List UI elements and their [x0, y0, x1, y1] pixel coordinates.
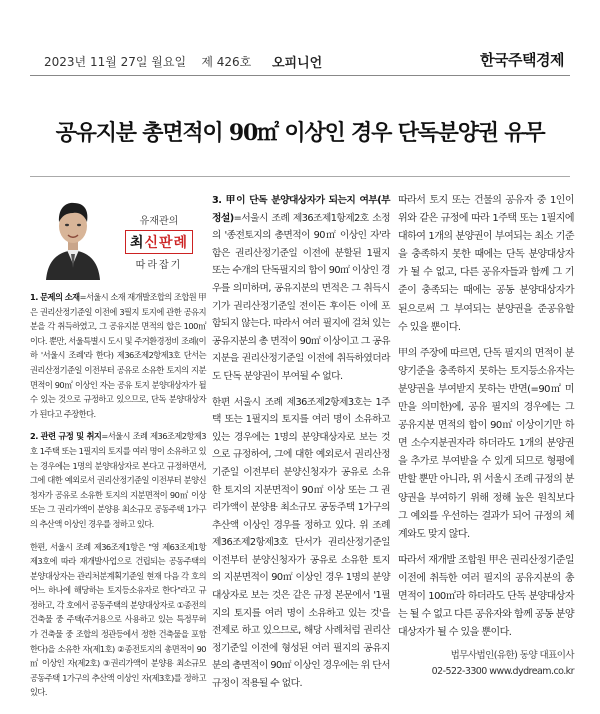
paragraph-2 — [30, 429, 206, 531]
column-badge — [116, 212, 202, 271]
paragraph-text: 甲의 주장에 따르면, 단독 필지의 면적이 분양기준을 충족하지 못하는 토지등소유자는 분양권을 부여받지 못하는 반면(=90㎡ 미만을 의미한)에, 공유 필지의 경우에는 그 공유지분 면적의 합이 90㎡ 이상이기만 하면 소수지분권자라 하더라도 1개의 분양권을 추가로 부여받을 수 있게 되므로 형평에 반할 뿐만 아니라, 위 서울시 조례 규정의 분양권을 부여하기 위해 정해 높은 원칙보다 그 예외를 우선하는 결과가 되어 규정의 체계와도 맞지 않다. — [398, 347, 574, 540]
article-column-3 — [398, 192, 574, 680]
columnist-photo — [38, 192, 108, 280]
paragraph-heading: 2. 관련 규정 및 취지 — [30, 431, 102, 442]
article-column-2 — [212, 192, 390, 695]
column-subtitle: 따라잡기 — [135, 260, 183, 271]
paragraph-text: =서울시 조례 제36조제1항제2호 소정의 '종전토지의 총면적이 90㎡ 이상인 자'라 함은 권리산정기준일 이전에 분할된 1필지 또는 수개의 단독필지의 합이 90㎡ 이상인 경우를 의미하며, 공유지분의 면적은 그 취득시기가 권리산정기준일 전이든 후이든 이에 포함되지 않는다. 따라서 여러 필지에 걸쳐 있는 공유지분의 총 면적이 90㎡ 이상이고 그 공유지분을 권리산정기준일 이전에 취득하였더라도 단독 분양권이 부여될 수 없다. — [212, 212, 390, 382]
paragraph-1 — [30, 290, 206, 421]
author-info — [398, 648, 574, 680]
page-header — [0, 0, 600, 80]
paragraph-text: 한편 서울시 조례 제36조제2항제3호는 1주택 또는 1필지의 토지를 여러 명이 소유하고 있는 경우에는 1명의 분양대상자로 보는 것으로 규정하여, 그에 대한 예외로서 권리산정기준일 이전부터 분양신청자가 공유로 소유한 토지의 지분면적이 90㎡ 이상 또는 그 권리가액이 분양용 최소규모 공동주택 1가구의 추산액 이상인 경우를 정하고 있다. 위 조례 제36조제2항제3호 단서가 권리산정기준일 이전부터 분양신청자가 공유로 소유한 토지의 지분면적이 90㎡ 이상인 경우 1명의 분양대상자로 보는 것은 같은 규정 본문에서 '1필지의 토지를 여러 명이 소유하고 있는 것'을 전제로 하고 있으므로, 해당 사례처럼 권리산정기준일 이전에 형성된 여러 필지의 공유지분의 총면적이 90㎡ 이상인 경우에는 위 단서 규정이 적용될 수 없다. — [212, 396, 390, 690]
issue-date — [44, 53, 251, 70]
date-text: 2023년 11월 27일 월요일 — [44, 55, 187, 69]
paragraph-text: 따라서 토지 또는 건물의 공유자 중 1인이 위와 같은 규정에 따라 1주택 또는 1필지에 대하여 1개의 분양권이 부여되는 최소 기준을 충족하지 못한 때에는 단독 분양대상자가 될 수 없고, 다른 공유자들과 함께 그 기준이 충족되는 때에는 공동 분양대상자가 된으로써 그 부여되는 분양권을 준공유할 수 있을 뿐이다. — [398, 195, 574, 333]
header-divider — [30, 75, 570, 76]
author-contact: 02-522-3300 www.dydream.co.kr — [431, 666, 574, 678]
article-column-1 — [30, 290, 206, 702]
issue-number: 제 426호 — [201, 55, 252, 69]
headline-divider — [30, 176, 570, 177]
paragraph-7 — [398, 345, 574, 544]
paragraph-heading: 1. 문제의 소재 — [30, 292, 80, 302]
paragraph-text: =서울시 조례 제36조제2항제3호 1주택 또는 1필지의 토지를 여러 명이 소유하고 있는 경우에는 1명의 분양대상자로 본다고 규정하면서, 그에 대한 예외로서 권리산정기준일 이전부터 분양신청자가 공유로 소유한 토지의 지분면적이 90㎡ 이상 또는 그 권리가액이 분양용 최소규모 공동주택 1가구의 추산액 이상인 경우를 정하고 있다. — [30, 431, 207, 529]
paragraph-text: 한편, 서울시 조례 제36조제1항은 "영 제63조제1항제3호에 따라 재개발사업으로 건립되는 공동주택의 분양대상자는 관리처분계획기준일 현재 다음 각 호의 어느 하나에 해당하는 토지등소유자로 한다"라고 규정하고, 각 호에서 공동주택의 분양대상자로 ①종전의 건축물 중 주택(주거용으로 사용하고 있는 특정무허가 건축물 중 조합의 정관등에서 정한 건축물을 포함한다)을 소유한 자(제1호) ②종전토지의 총면적이 90㎡ 이상인 자(제2호) ③권리가액이 분양용 최소규모 공동주택 1가구의 추산액 이상인 자(제3호)를 정하고 있다. — [30, 541, 206, 698]
column-title — [125, 230, 193, 254]
paragraph-heading: 3. 甲이 단독 분양대상자가 되는지 여부(부정설) — [212, 195, 390, 224]
section-name: 오피니언 — [272, 56, 323, 71]
newspaper-name: 한국주택경제 — [480, 51, 564, 69]
article-headline: 공유지분 총면적이 90㎡ 이상인 경우 단독분양권 유무 — [55, 120, 545, 146]
paragraph-5 — [212, 394, 390, 693]
paragraph-text: 따라서 재개발 조합원 甲은 권리산정기준일 이전에 취득한 여러 필지의 공유지분의 총면적이 100㎡라 하더라도 단독 분양대상자는 될 수 없고 다른 공유자와 함께 공동 분양대상자가 될 수 있을 뿐이다. — [398, 554, 574, 639]
paragraph-3 — [30, 540, 206, 701]
author-firm: 법무사법인(유한) 동양 대표이사 — [450, 650, 574, 662]
paragraph-text: =서울시 소재 재개발조합의 조합원 甲은 권리산정기준일 이전에 3필지 토지에 관한 공유지분을 각 취득하였고, 그 공유지분 면적의 합은 100㎡이다. 뿐만, 서울특별시 도시 및 주거환경정비 조례(이하 '서울시 조례'라 한다) 제36조제2항제3호 단서는 권리산정기준일 이전부터 공유로 소유한 토지의 지분면적이 90㎡ 이상인 자는 공유 토지 분양대상자가 될 수 있는 것으로 규정하고 있으므로, 단독 분양대상자가 된다고 주장한다. — [30, 292, 206, 419]
column-title-prefix: 최 — [129, 235, 145, 251]
paragraph-6 — [398, 192, 574, 337]
paragraph-4 — [212, 192, 390, 386]
paragraph-8 — [398, 552, 574, 642]
columnist-block — [30, 190, 206, 280]
column-title-highlight: 신판례 — [144, 235, 189, 251]
columnist-name: 유재관의 — [139, 216, 179, 227]
